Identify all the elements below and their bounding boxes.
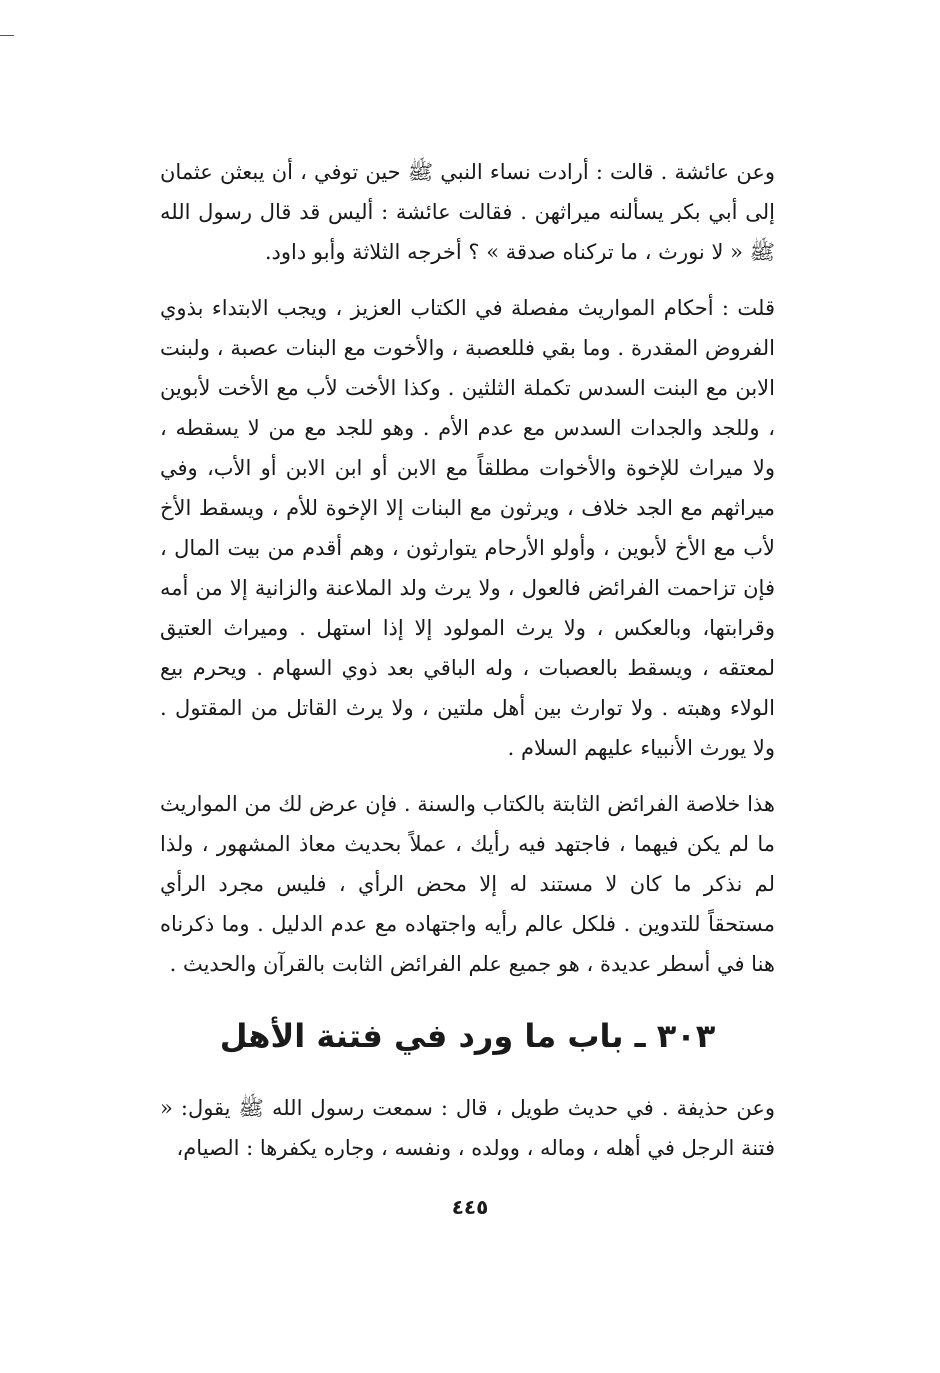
page-number: ٤٤٥ (451, 1195, 489, 1219)
paragraph-hudhayfa-hadith: وعن حذيفة . في حديث طويل ، قال : سمعت رسول الله ﷺ يقول: « فتنة الرجل في أهله ، وماله ، وولده ، ونفسه ، وجاره يكفرها : الصيام، (160, 1096, 775, 1160)
chapter-heading: ٣٠٣ ـ باب ما ورد في فتنة الأهل (219, 1017, 716, 1055)
scan-edge-mark (0, 35, 14, 36)
paragraph-summary: هذا خلاصة الفرائض الثابتة بالكتاب والسنة . فإن عرض لك من المواريث ما لم يكن فيهما ، فاجتهد فيه رأيك ، عملاً بحديث معاذ المشهور ، ولذا لم نذكر ما كان لا مستند له إلا محض الرأي ، فليس مجرد الرأي مستحقاً للتدوين . فلكل عالم رأيه واجتهاده مع عدم الدليل . وما ذكرناه هنا في أسطر عديدة ، هو جميع علم الفرائض الثابت بالقرآن والحديث . (160, 792, 775, 976)
paragraph-inheritance-rulings: قلت : أحكام المواريث مفصلة في الكتاب العزيز ، ويجب الابتداء بذوي الفروض المقدرة . وما بقي فللعصبة ، والأخوت مع البنات عصبة ، ولبنت الابن مع البنت السدس تكملة الثلثين . وكذا الأخت لأب مع الأخت لأبوين ، وللجد والجدات السدس مع عدم الأم . وهو للجد مع من لا يسقطه ، ولا ميراث للإخوة والأخوات مطلقاً مع الابن أو ابن الابن أو الأب، وفي ميراثهم مع الجد خلاف ، ويرثون مع البنات إلا الإخوة للأم ، ويسقط الأخ لأب مع الأخ لأبوين ، وأولو الأرحام يتوارثون ، وهم أقدم من بيت المال ، فإن تزاحمت الفرائض فالعول ، ولا يرث ولد الملاعنة والزانية إلا من أمه وقرابتها، وبالعكس ، ولا يرث المولود إلا إذا استهل . وميراث العتيق لمعتقه ، ويسقط بالعصبات ، وله الباقي بعد ذوي السهام . ويحرم بيع الولاء وهبته . ولا توارث بين أهل ملتين ، ولا يرث القاتل من المقتول . ولا يورث الأنبياء عليهم السلام . (160, 296, 775, 760)
paragraph-aisha-hadith: وعن عائشة . قالت : أرادت نساء النبي ﷺ حين توفي ، أن يبعثن عثمان إلى أبي بكر يسألنه ميراثهن . فقالت عائشة : أليس قد قال رسول الله ﷺ « لا نورث ، ما تركناه صدقة » ؟ أخرجه الثلاثة وأبو داود. (160, 160, 775, 264)
